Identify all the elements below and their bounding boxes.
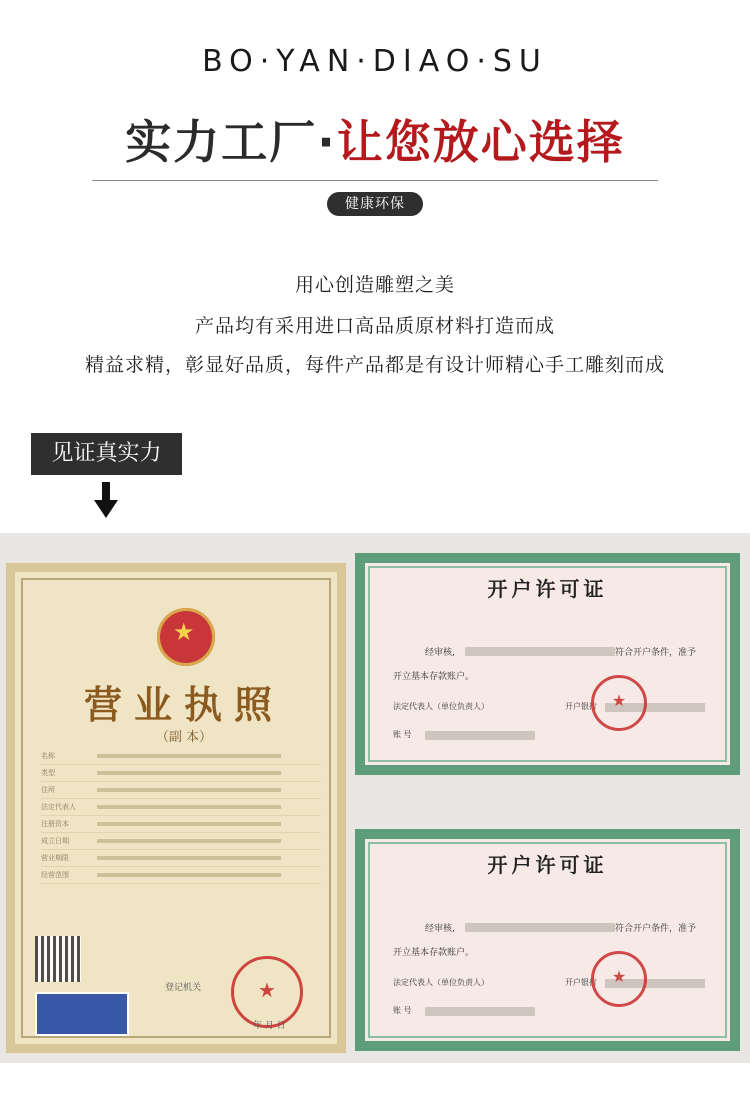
headline-part2: 让您放心选择 — [336, 115, 625, 169]
permit-approver: 经审核, — [425, 924, 455, 934]
license-title: 营业执照 — [83, 682, 284, 727]
arrow-down-icon — [94, 482, 118, 518]
account-permit — [355, 553, 740, 775]
star-stamp-icon: ★ — [231, 956, 303, 1028]
license-field: 经营范围 — [41, 867, 321, 884]
license-date: 年 月 日 — [253, 1021, 286, 1031]
national-emblem-icon: ★ — [157, 608, 215, 666]
license-field: 名称 — [41, 748, 321, 765]
license-field: 成立日期 — [41, 833, 321, 850]
license-field: 类型 — [41, 765, 321, 782]
permit-legal: 法定代表人（单位负责人） — [393, 978, 489, 987]
permit-title: 开户许可证 — [487, 853, 608, 877]
brand-name: BO·YAN·DIAO·SU — [202, 44, 548, 79]
license-subtitle: （副 本） — [155, 730, 213, 745]
slogan-line-3: 精益求精，彰显好品质，每件产品都是有设计师精心手工雕刻而成 — [84, 354, 665, 376]
certificates-photo — [0, 533, 750, 1063]
permit-title: 开户许可证 — [487, 577, 608, 601]
business-license — [6, 563, 346, 1053]
bank-stamp-icon: ★ — [591, 675, 647, 731]
permit-conditions: 符合开户条件，准予 — [615, 924, 697, 934]
permit-account: 账 号 — [393, 730, 412, 739]
license-field: 住所 — [41, 782, 321, 799]
permit-open: 开立基本存款账户。 — [393, 672, 475, 682]
license-field: 法定代表人 — [41, 799, 321, 816]
permit-bank: 开户银行 — [565, 702, 597, 711]
permit-approver: 经审核, — [425, 648, 455, 658]
headline — [0, 106, 750, 172]
bank-stamp-icon: ★ — [591, 951, 647, 1007]
qr-code-icon — [35, 936, 81, 982]
slogan-line-2: 产品均有采用进口高品质原材料打造而成 — [194, 315, 555, 337]
divider — [92, 180, 658, 181]
license-field: 注册资本 — [41, 816, 321, 833]
headline-part1: 实力工厂· — [125, 115, 337, 169]
slogan-line-1: 用心创造雕塑之美 — [294, 274, 455, 296]
permit-conditions: 符合开户条件，准予 — [615, 648, 697, 658]
license-fields — [41, 748, 321, 884]
permit-open: 开立基本存款账户。 — [393, 948, 475, 958]
permit-legal: 法定代表人（单位负责人） — [393, 702, 489, 711]
permit-bank: 开户银行 — [565, 978, 597, 987]
license-field: 营业期限 — [41, 850, 321, 867]
registration-logo-icon — [35, 992, 129, 1036]
witness-label: 见证真实力 — [31, 433, 182, 475]
registration-org: 登记机关 — [165, 983, 202, 993]
permit-account: 账 号 — [393, 1006, 412, 1015]
account-permit — [355, 829, 740, 1051]
eco-tag: 健康环保 — [327, 192, 423, 216]
